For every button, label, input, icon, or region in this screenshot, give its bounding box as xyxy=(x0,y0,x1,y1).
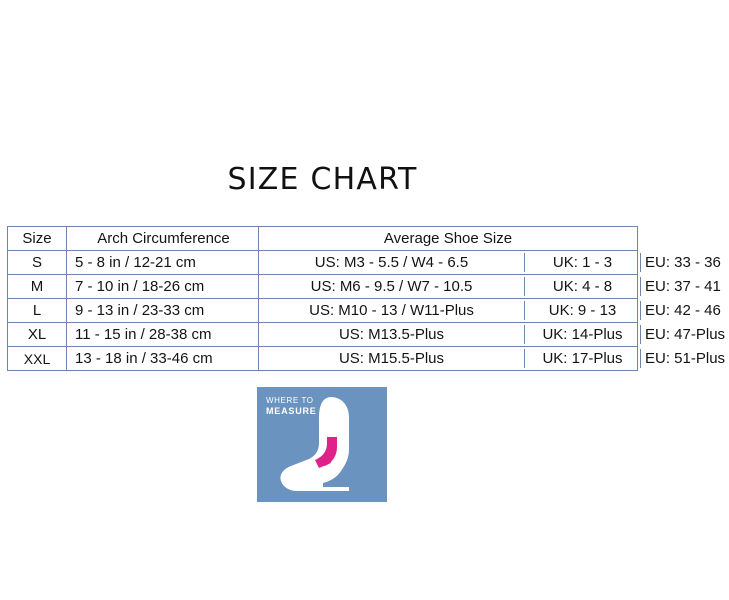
row-shoe-us: US: M15.5-Plus xyxy=(338,350,445,367)
row-shoe-eu: EU: 51-Plus xyxy=(640,349,729,368)
figure-caption xyxy=(266,395,317,417)
row-arch-value: 13 - 18 in / 33-46 cm xyxy=(67,347,259,371)
row-shoe-cell xyxy=(259,275,721,299)
row-shoe-cell xyxy=(259,323,726,347)
row-shoe-uk: UK: 17-Plus xyxy=(524,349,640,368)
row-size-label: XL xyxy=(8,323,67,347)
table-row xyxy=(8,299,638,323)
size-chart-table-wrap xyxy=(7,226,726,371)
row-shoe-us: US: M3 - 5.5 / W4 - 6.5 xyxy=(314,254,469,271)
header-size: Size xyxy=(8,227,67,251)
row-size-label: XXL xyxy=(8,347,67,371)
table-row xyxy=(8,251,638,275)
row-shoe-us: US: M6 - 9.5 / W7 - 10.5 xyxy=(310,278,473,295)
row-size-label: M xyxy=(8,275,67,299)
figure-caption-line2: MEASURE xyxy=(266,406,317,416)
figure-caption-line1: WHERE TO xyxy=(266,396,314,405)
row-shoe-cell xyxy=(259,347,726,371)
header-average-shoe-size: Average Shoe Size xyxy=(259,227,638,251)
table-row xyxy=(8,347,638,371)
row-shoe-eu: EU: 33 - 36 xyxy=(640,253,725,272)
row-shoe-us: US: M10 - 13 / W11-Plus xyxy=(309,302,474,319)
row-shoe-uk: UK: 14-Plus xyxy=(524,325,640,344)
row-shoe-cell xyxy=(259,299,721,323)
row-size-label: L xyxy=(8,299,67,323)
table-header-row xyxy=(8,227,638,251)
footer-space xyxy=(0,505,645,600)
row-shoe-us: US: M13.5-Plus xyxy=(338,326,445,343)
row-arch-value: 5 - 8 in / 12-21 cm xyxy=(67,251,259,275)
row-size-label: S xyxy=(8,251,67,275)
table-row xyxy=(8,323,638,347)
row-arch-value: 11 - 15 in / 28-38 cm xyxy=(67,323,259,347)
row-shoe-eu: EU: 37 - 41 xyxy=(640,277,725,296)
page-title: SIZE CHART xyxy=(227,162,418,197)
row-shoe-eu: EU: 42 - 46 xyxy=(640,301,725,320)
row-shoe-uk: UK: 1 - 3 xyxy=(524,253,640,272)
row-shoe-uk: UK: 4 - 8 xyxy=(524,277,640,296)
row-shoe-eu: EU: 47-Plus xyxy=(640,325,729,344)
table-row xyxy=(8,275,638,299)
header-arch-circumference: Arch Circumference xyxy=(67,227,259,251)
row-arch-value: 7 - 10 in / 18-26 cm xyxy=(67,275,259,299)
where-to-measure-figure xyxy=(257,387,387,502)
size-chart-table xyxy=(7,226,726,371)
row-shoe-cell xyxy=(259,251,721,275)
row-shoe-uk: UK: 9 - 13 xyxy=(524,301,640,320)
row-arch-value: 9 - 13 in / 23-33 cm xyxy=(67,299,259,323)
